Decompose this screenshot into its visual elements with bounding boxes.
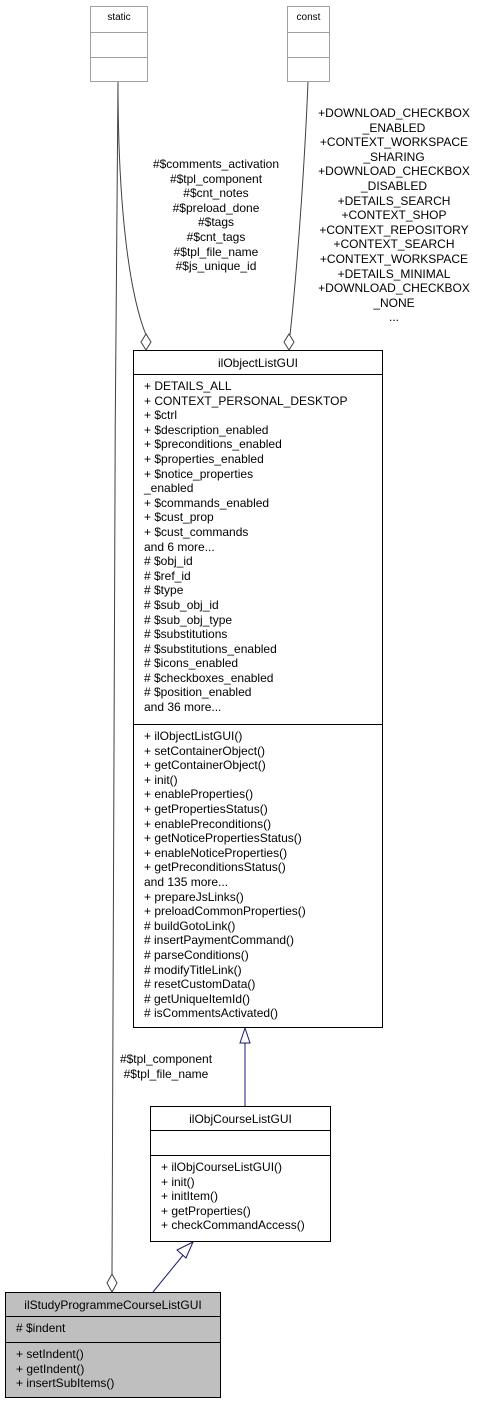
class-member-method: + getPreconditionsStatus(): [144, 860, 286, 875]
class-ilObjCourseListGUI-methods: [151, 1155, 330, 1241]
edge-label-line: +DETAILS_MINIMAL: [337, 266, 451, 281]
edge-label-line: #$cnt_tags: [186, 229, 246, 244]
class-member-attribute: # $icons_enabled: [144, 656, 239, 671]
class-member-method: + prepareJsLinks(): [144, 889, 244, 904]
class-static[interactable]: [90, 6, 148, 82]
edge-label-line: +DOWNLOAD_CHECKBOX: [318, 106, 470, 120]
study-to-course-inherit-arrow: [177, 1242, 193, 1258]
class-member-method: and 135 more...: [144, 874, 229, 889]
class-member-method: + setIndent(): [16, 1347, 84, 1361]
class-member-method: + checkCommandAccess(): [161, 1218, 305, 1233]
edge-label-line: #$preload_done: [172, 200, 260, 215]
class-member-method: # resetCustomData(): [144, 977, 256, 992]
class-ilObjCourseListGUI-title: ilObjCourseListGUI: [189, 1112, 292, 1126]
class-member-method: + ilObjectListGUI(): [144, 729, 243, 743]
class-member-method: + getPropertiesStatus(): [144, 801, 268, 816]
class-member-method: + init(): [161, 1174, 195, 1189]
edge-label-line: ...: [388, 310, 399, 325]
class-member-method: + insertSubItems(): [16, 1376, 115, 1391]
class-ilObjectListGUI-title: ilObjectListGUI: [217, 356, 299, 370]
edge-label-line: _DISABLED: [360, 178, 428, 193]
edge-label-line: +CONTEXT_SHOP: [341, 208, 447, 223]
edge-label-line: _SHARING: [363, 149, 425, 164]
class-member-attribute: + $cust_prop: [144, 510, 214, 525]
class-member-attribute: # $indent: [16, 1321, 66, 1335]
class-member-method: # modifyTitleLink(): [144, 962, 242, 977]
class-static-title: static: [107, 12, 131, 23]
class-ilObjectListGUI-attributes: [134, 374, 382, 724]
class-member-attribute: + $ctrl: [144, 408, 178, 423]
class-member-attribute: + DETAILS_ALL: [144, 379, 232, 393]
class-member-attribute: # $type: [144, 583, 184, 598]
class-member-method: # insertPaymentCommand(): [144, 933, 295, 948]
class-member-method: + initItem(): [161, 1189, 219, 1204]
class-member-method: + getProperties(): [161, 1203, 251, 1218]
class-const-title: const: [296, 12, 321, 23]
class-ilStudyProgrammeCourseListGUI[interactable]: [5, 1292, 221, 1398]
class-member-method: + ilObjCourseListGUI(): [161, 1160, 283, 1174]
edge-label-line: #$cnt_notes: [183, 186, 249, 201]
class-member-method: # getUniqueItemId(): [144, 991, 251, 1006]
class-member-method: + enablePreconditions(): [144, 816, 272, 831]
edge-label-line: +DOWNLOAD_CHECKBOX: [318, 281, 470, 296]
class-member-method: + getContainerObject(): [144, 758, 266, 773]
class-const-methods: [288, 57, 329, 81]
edge-label-line: +CONTEXT_WORKSPACE: [319, 135, 469, 150]
class-ilStudyProgrammeCourseListGUI-title: ilStudyProgrammeCourseListGUI: [24, 1298, 202, 1312]
edge-label-line: +CONTEXT_REPOSITORY: [319, 222, 469, 237]
class-member-attribute: and 6 more...: [144, 539, 215, 554]
class-member-method: # parseConditions(): [144, 947, 249, 962]
edge-label-line: +CONTEXT_WORKSPACE: [319, 251, 469, 266]
edge-label-line: #$js_unique_id: [175, 259, 257, 274]
class-member-method: + init(): [144, 772, 178, 787]
class-member-method: # buildGotoLink(): [144, 918, 236, 933]
edge-label-line: _ENABLED: [362, 120, 426, 135]
class-member-attribute: # $ref_id: [144, 568, 191, 583]
class-member-method: + enableNoticeProperties(): [144, 845, 288, 860]
class-member-attribute: and 36 more...: [144, 700, 222, 715]
class-member-attribute: + $cust_commands: [144, 524, 249, 539]
edge-label-line: #$tpl_component: [169, 171, 263, 186]
class-ilObjectListGUI[interactable]: [133, 350, 383, 1028]
static-to-base-diamond: [141, 334, 151, 350]
edge-label-const-to-base: [300, 106, 488, 325]
edge-label-line: +CONTEXT_SEARCH: [333, 237, 455, 252]
class-member-attribute: + $commands_enabled: [144, 495, 270, 510]
study-to-course-inherit-line: [153, 1254, 184, 1292]
edge-label-line: +DETAILS_SEARCH: [337, 193, 451, 208]
class-member-attribute: # $position_enabled: [144, 685, 252, 700]
class-member-attribute: # $obj_id: [144, 554, 193, 569]
class-ilObjCourseListGUI-attributes: [151, 1130, 330, 1155]
class-member-method: + enableProperties(): [144, 787, 254, 802]
edge-label-line: #$tpl_file_name: [123, 1066, 209, 1081]
class-member-attribute: # $checkboxes_enabled: [144, 670, 274, 685]
class-member-method: # isCommentsActivated(): [144, 1006, 279, 1021]
class-member-attribute: + $preconditions_enabled: [144, 437, 282, 452]
edge-label-static-to-study: [110, 1052, 222, 1081]
edge-label-line: #$comments_activation: [152, 157, 280, 171]
class-member-method: + preloadCommonProperties(): [144, 904, 306, 919]
class-const-attributes: [288, 32, 329, 57]
class-member-attribute: # $sub_obj_id: [144, 597, 219, 612]
edge-label-line: #$tpl_file_name: [173, 244, 259, 259]
edge-label-static-to-base: [140, 157, 292, 274]
class-ilStudyProgrammeCourseListGUI-methods: [6, 1342, 220, 1397]
class-member-attribute: + $properties_enabled: [144, 451, 264, 466]
class-member-attribute: # $substitutions_enabled: [144, 641, 277, 656]
const-to-base-diamond: [284, 334, 294, 350]
course-to-base-inherit-arrow: [240, 1028, 250, 1043]
class-static-attributes: [91, 32, 147, 57]
class-member-attribute: # $substitutions: [144, 627, 228, 642]
static-to-study-diamond: [107, 1274, 117, 1292]
class-member-method: + getNoticePropertiesStatus(): [144, 831, 302, 846]
static-to-study-edge: [112, 82, 118, 1274]
edge-label-line: _NONE: [373, 295, 415, 310]
class-member-attribute: + CONTEXT_PERSONAL_DESKTOP: [144, 393, 348, 408]
class-member-attribute: _enabled: [144, 481, 194, 496]
edge-label-line: +DOWNLOAD_CHECKBOX: [318, 164, 470, 179]
class-member-attribute: + $description_enabled: [144, 422, 269, 437]
class-member-method: + getIndent(): [16, 1361, 85, 1376]
class-static-methods: [91, 57, 147, 81]
class-ilObjCourseListGUI[interactable]: [150, 1106, 331, 1242]
class-const[interactable]: [287, 6, 330, 82]
edge-label-line: #$tpl_component: [119, 1052, 213, 1066]
class-member-method: + setContainerObject(): [144, 743, 266, 758]
edge-label-line: #$tags: [197, 215, 235, 230]
class-member-attribute: # $sub_obj_type: [144, 612, 233, 627]
class-ilObjectListGUI-methods: [134, 724, 382, 1027]
class-ilStudyProgrammeCourseListGUI-attributes: [6, 1316, 220, 1342]
class-member-attribute: + $notice_properties: [144, 466, 254, 481]
